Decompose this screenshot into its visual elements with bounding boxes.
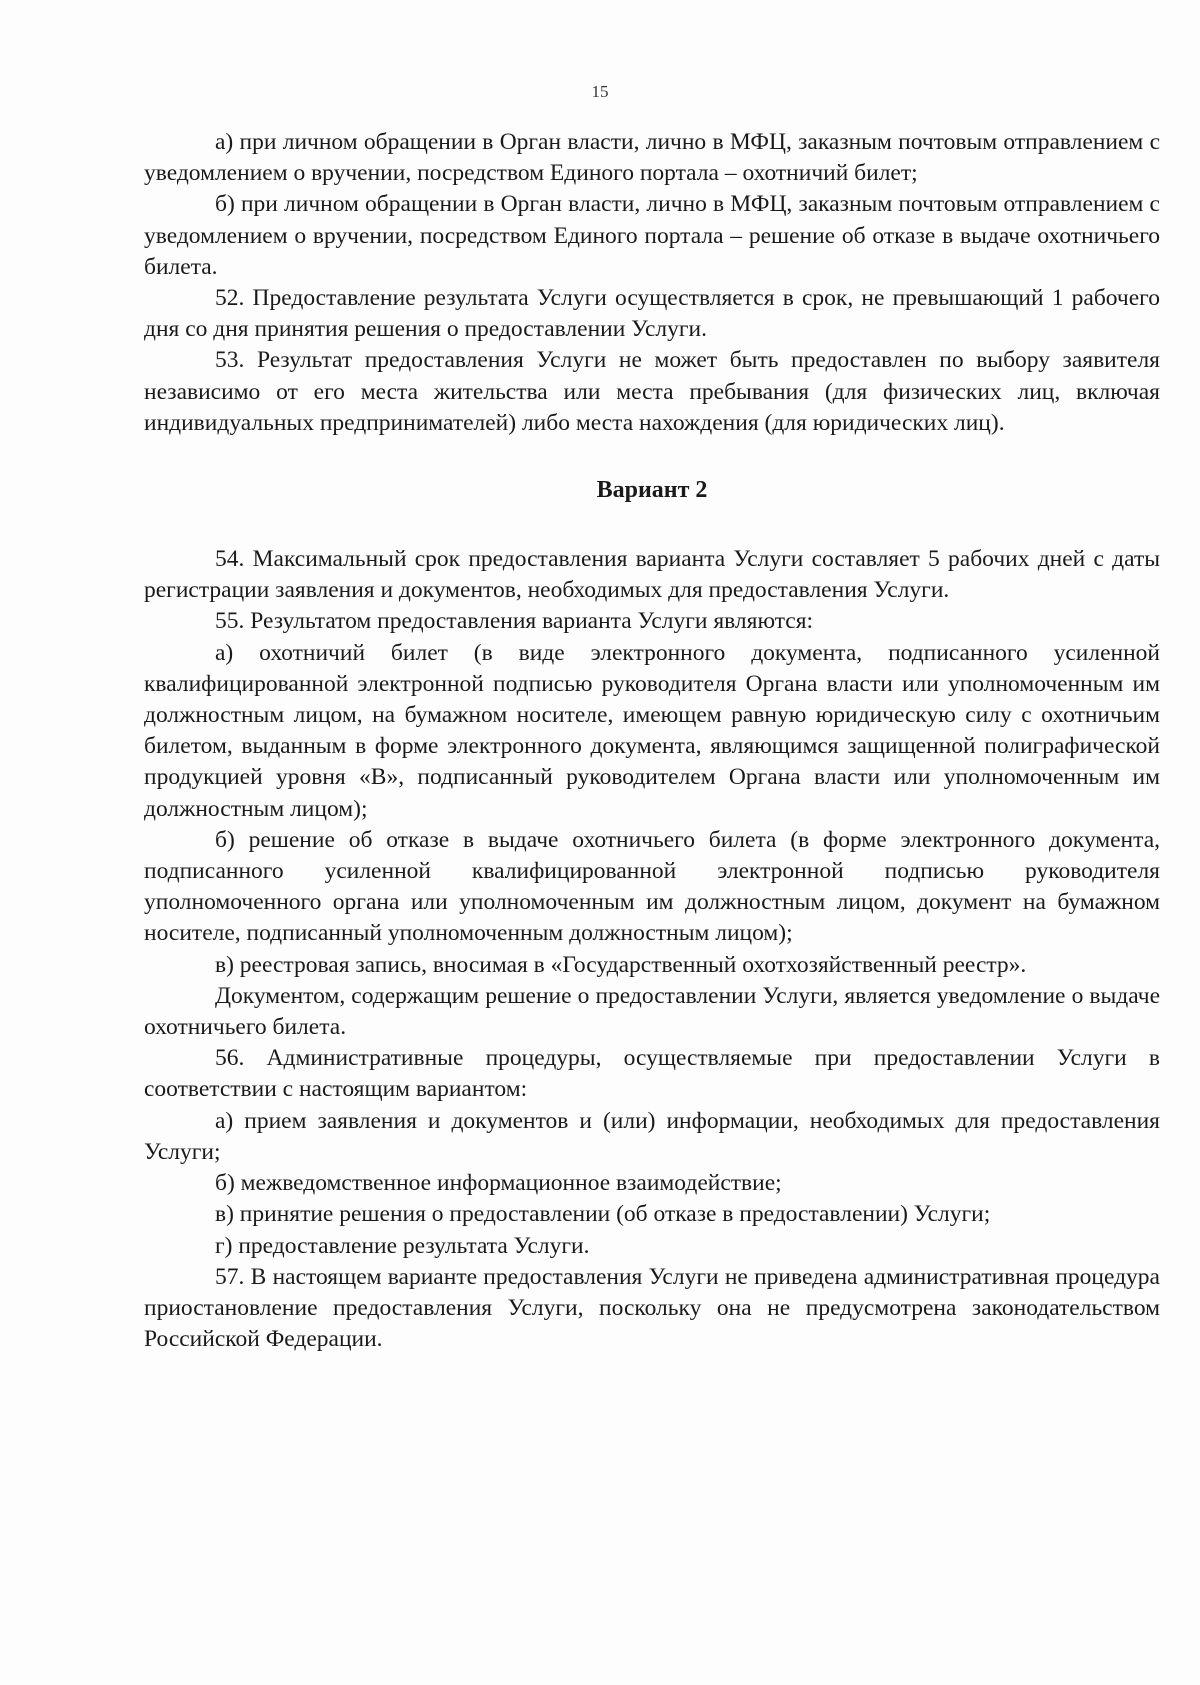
paragraph-57: 57. В настоящем варианте предоставления Услуги не приведена административная процедура приостановление предоставления Услуги, поскольку она не предусмотрена законодательством Российской Федерации. (144, 1263, 1160, 1353)
document-body (144, 127, 1160, 1355)
paragraph-55-b: б) решение об отказе в выдаче охотничьего билета (в форме электронного документа, подписанного усиленной квалифицированной электронной подписью руководителя уполномоченного органа или уполномоченным им должностным лицом, документ на бумажном носителе, подписанный уполномоченным должностным лицом); (144, 826, 1160, 947)
section-heading: Вариант 2 (596, 477, 708, 504)
paragraph-52: 52. Предоставление результата Услуги осуществляется в срок, не превышающий 1 рабочего дня со дня принятия решения о предоставлении Услуги. (144, 285, 1160, 343)
paragraph-55: 55. Результатом предоставления варианта Услуги являются: (215, 608, 814, 635)
paragraph-b-first: б) при личном обращении в Орган власти, лично в МФЦ, заказным почтовым отправлением с уведомлением о вручении, посредством Единого портала – решение об отказе в выдаче охотничьего билета. (144, 191, 1160, 280)
paragraph-53: 53. Результат предоставления Услуги не может быть предоставлен по выбору заявителя независимо от его места жительства или места пребывания (для физических лиц, включая индивидуальных предпринимателей) либо места нахождения (для юридических лиц). (144, 347, 1160, 436)
paragraph-56-a: а) прием заявления и документов и (или) информации, необходимых для предоставления Услуги; (144, 1107, 1160, 1165)
paragraph-document-decision: Документом, содержащим решение о предоставлении Услуги, является уведомление о выдаче охотничьего билета. (144, 982, 1160, 1041)
paragraph-55-v: в) реестровая запись, вносимая в «Государственный охотхозяйственный реестр». (215, 951, 1027, 978)
paragraph-a-first: а) при личном обращении в Орган власти, лично в МФЦ, заказным почтовым отправлением с уведомлением о вручении, посредством Единого портала – охотничий билет; (144, 129, 1160, 187)
page-number: 15 (591, 82, 609, 101)
paragraph-54: 54. Максимальный срок предоставления варианта Услуги составляет 5 рабочих дней с даты регистрации заявления и документов, необходимых для предоставления Услуги. (144, 546, 1160, 604)
paragraph-55-a: а) охотничий билет (в виде электронного документа, подписанного усиленной квалифицированной электронной подписью руководителя Органа власти или уполномоченным им должностным лицом, на бумажном носителе, имеющем равную юридическую силу с охотничьим билетом, выданным в форме электронного документа, являющимся защищенной полиграфической продукцией уровня «В», подписанный руководителем Органа власти или уполномоченным им должностным лицом); (144, 639, 1160, 822)
paragraph-56: 56. Административные процедуры, осуществляемые при предоставлении Услуги в соответствии с настоящим вариантом: (144, 1045, 1160, 1103)
spacer (144, 506, 1160, 544)
paragraph-56-v: в) принятие решения о предоставлении (об отказе в предоставлении) Услуги; (215, 1201, 991, 1228)
paragraph-56-g: г) предоставление результата Услуги. (215, 1232, 590, 1259)
spacer (144, 439, 1160, 475)
paragraph-56-b: б) межведомственное информационное взаимодействие; (215, 1170, 782, 1197)
